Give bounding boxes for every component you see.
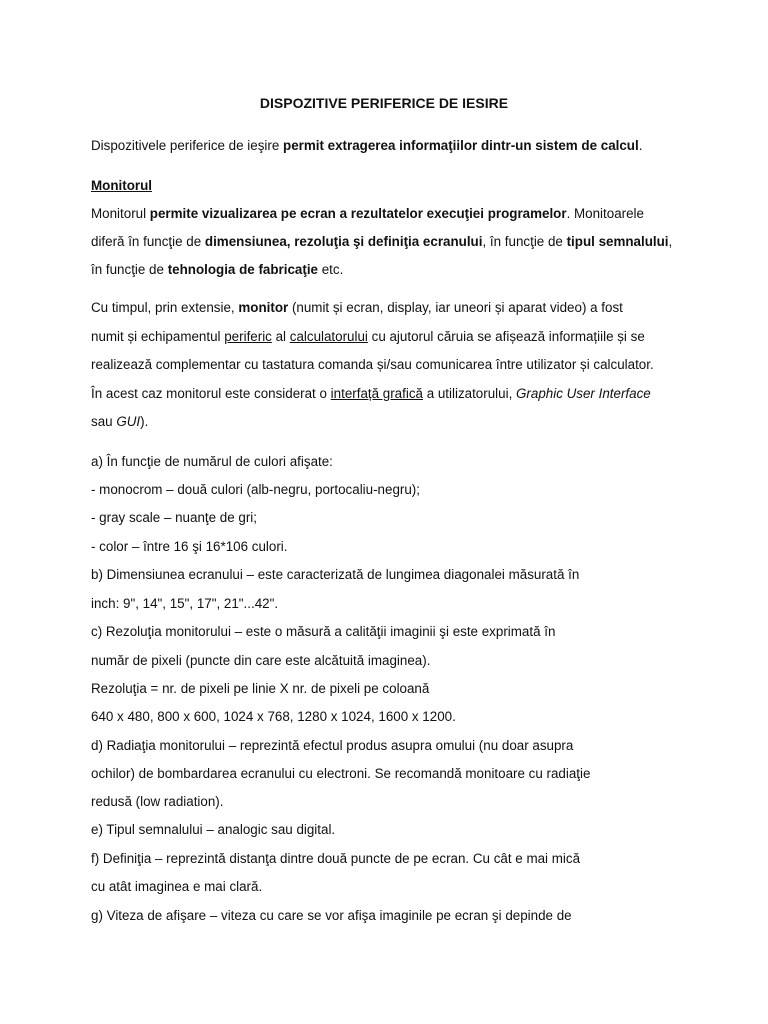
list-item: e) Tipul semnalului – analogic sau digital. [91, 822, 336, 837]
para1-line2 [91, 233, 672, 251]
para1-bold: tipul semnalului [566, 234, 669, 249]
para2-line4 [91, 385, 651, 403]
para2-text: ). [140, 414, 149, 429]
para2-text: sau [91, 414, 117, 429]
list-item: - gray scale – nuanţe de gri; [91, 510, 257, 525]
para1-text: . Monitoarele [566, 206, 644, 221]
list-item: d) Radiaţia monitorului – reprezintă efectul produs asupra omului (nu doar asupra [91, 738, 574, 753]
para2-text: (numit și ecran, display, iar uneori și aparat video) a fost [288, 300, 623, 315]
para1-text: în funcţie de [91, 262, 168, 277]
list-item: c) Rezoluţia monitorului – este o măsură a calităţii imaginii şi este exprimată în [91, 624, 556, 639]
intro-paragraph [91, 137, 642, 155]
para2-text: a utilizatorului, [422, 386, 517, 401]
para1-line3 [91, 261, 343, 279]
para2-italic: GUI [116, 414, 141, 429]
para2-bold: monitor [238, 300, 289, 315]
link-calculatorului[interactable]: calculatorului [289, 329, 368, 344]
list-item: g) Viteza de afişare – viteza cu care se vor afişa imaginile pe ecran şi depinde de [91, 908, 572, 923]
para2-line1 [91, 299, 623, 317]
para2-line2 [91, 328, 645, 346]
list-item: f) Definiţia – reprezintă distanţa dintre două puncte de pe ecran. Cu cât e mai mică [91, 851, 581, 866]
para1-text: etc. [318, 262, 344, 277]
para2-text: numit și echipamentul [91, 329, 225, 344]
list-item: ochilor) de bombardarea ecranului cu electroni. Se recomandă monitoare cu radiaţie [91, 766, 591, 781]
para2-text: În acest caz monitorul este considerat o [91, 386, 331, 401]
list-item: b) Dimensiunea ecranului – este caracterizată de lungimea diagonalei măsurată în [91, 567, 580, 582]
para2-text: cu ajutorul căruia se afișează informațiile și se [367, 329, 645, 344]
link-interfata-grafica[interactable]: interfață grafică [330, 386, 423, 401]
para1-text: diferă în funcţie de [91, 234, 205, 249]
para1-text: , în funcţie de [482, 234, 567, 249]
list-item: a) În funcţie de numărul de culori afişate: [91, 454, 333, 469]
para1-text: Monitorul [91, 206, 150, 221]
list-item: redusă (low radiation). [91, 794, 224, 809]
list-item: număr de pixeli (puncte din care este alcătuită imaginea). [91, 653, 431, 668]
intro-text: Dispozitivele periferice de ieşire [91, 138, 284, 153]
para1-line1 [91, 205, 644, 223]
list-item: - monocrom – două culori (alb-negru, portocaliu-negru); [91, 482, 420, 497]
para2-line3: realizează complementar cu tastatura comanda și/sau comunicarea între utilizator și calculator. [91, 357, 654, 372]
list-item: cu atât imaginea e mai clară. [91, 879, 263, 894]
list-item: Rezoluţia = nr. de pixeli pe linie X nr. de pixeli pe coloană [91, 681, 430, 696]
para2-line5 [91, 413, 148, 431]
page-title: DISPOZITIVE PERIFERICE DE IESIRE [259, 95, 509, 111]
para2-text: Cu timpul, prin extensie, [91, 300, 239, 315]
para1-text: , [668, 234, 673, 249]
intro-end: . [638, 138, 643, 153]
list-item: - color – între 16 şi 16*106 culori. [91, 539, 288, 554]
list-item: inch: 9", 14", 15", 17", 21"...42". [91, 596, 279, 611]
para1-bold: tehnologia de fabricaţie [167, 262, 318, 277]
intro-bold-text: permit extragerea informaţiilor dintr-un sistem de calcul [283, 138, 639, 153]
list-item: 640 x 480, 800 x 600, 1024 x 768, 1280 x 1024, 1600 x 1200. [91, 709, 456, 724]
section-heading: Monitorul [91, 178, 152, 193]
para2-text: al [271, 329, 290, 344]
para1-bold: permite vizualizarea pe ecran a rezultatelor execuţiei programelor [149, 206, 567, 221]
para2-italic: Graphic User Interface [516, 386, 651, 401]
link-periferic[interactable]: periferic [224, 329, 272, 344]
para1-bold: dimensiunea, rezoluţia şi definiţia ecranului [204, 234, 483, 249]
